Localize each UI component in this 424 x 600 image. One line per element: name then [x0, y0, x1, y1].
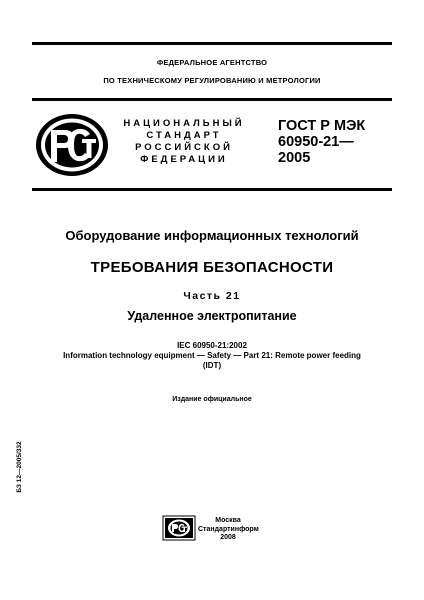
- national-line-4: ФЕДЕРАЦИИ: [140, 154, 228, 165]
- english-title-line-1: Information technology equipment — Safety — Part 21: Remote power feeding: [63, 351, 361, 360]
- gost-line-3: 2005: [278, 150, 311, 166]
- standartinform-logo-icon: [162, 515, 196, 541]
- publisher-city: Москва: [215, 517, 241, 524]
- edition-label: Издание официальное: [172, 396, 252, 403]
- side-registration-code: БЗ 12—2005/332: [16, 441, 23, 493]
- header-bottom-rule: [32, 188, 392, 191]
- document-title: Оборудование информационных технологий: [65, 228, 359, 243]
- national-standard-block: [114, 118, 254, 166]
- top-rule: [32, 42, 392, 45]
- agency-line-2: ПО ТЕХНИЧЕСКОМУ РЕГУЛИРОВАНИЮ И МЕТРОЛОГИИ: [103, 76, 321, 85]
- national-line-3: РОССИЙСКОЙ: [135, 142, 233, 153]
- publisher-block: [198, 517, 258, 543]
- requirements-heading: ТРЕБОВАНИЯ БЕЗОПАСНОСТИ: [90, 259, 334, 276]
- national-line-1: НАЦИОНАЛЬНЫЙ: [123, 118, 245, 129]
- national-line-2: СТАНДАРТ: [146, 130, 222, 141]
- publisher-name: Стандартинформ: [198, 525, 259, 533]
- publication-year: 2008: [220, 534, 236, 541]
- gost-number: [278, 118, 388, 166]
- middle-rule: [32, 98, 392, 101]
- gost-line-2: 60950-21—: [278, 134, 354, 150]
- english-title-line-2: (IDT): [202, 361, 222, 370]
- agency-line-1: ФЕДЕРАЛЬНОЕ АГЕНТСТВО: [156, 58, 268, 67]
- rst-logo-icon: [34, 112, 110, 178]
- document-subtitle: Удаленное электропитание: [127, 309, 297, 323]
- iec-reference: IEC 60950-21:2002: [177, 341, 247, 350]
- gost-line-1: ГОСТ Р МЭК: [278, 118, 366, 134]
- part-number: Часть 21: [183, 290, 241, 302]
